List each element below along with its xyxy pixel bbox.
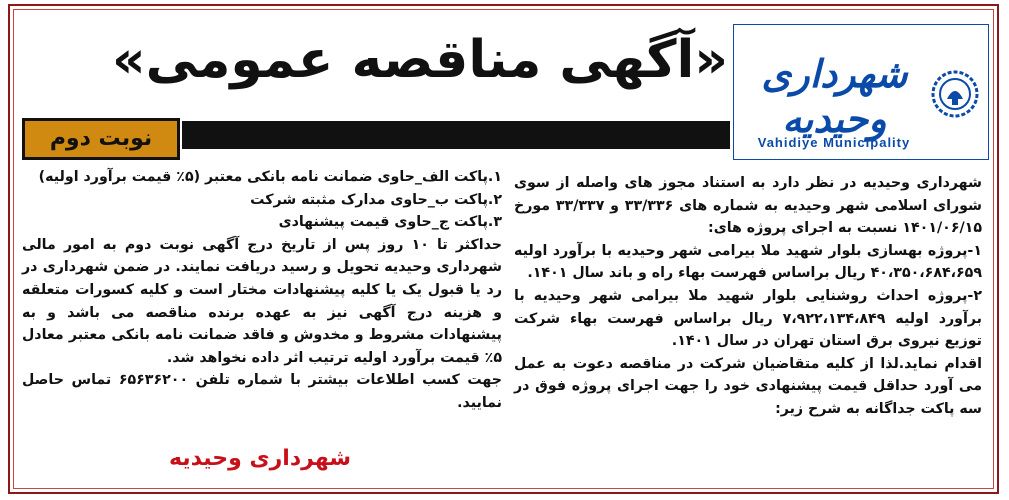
envelope-b-item: ۲.پاکت ب_حاوی مدارک مثبته شرکت — [250, 191, 502, 208]
intro-paragraph: شهرداری وحیدیه در نظر دارد به استناد مجوز های واصله از سوی شورای اسلامی شهر وحیدیه به شماره های ۳۳/۳۳۶ و ۳۳/۳۳۷ مورخ ۱۴۰۱/۰۶/۱۵ نسبت به اجرای پروژه های: — [514, 175, 982, 237]
body-right-column — [514, 172, 982, 421]
envelope-a-item: ۱.پاکت الف_حاوی ضمانت نامه بانکی معتبر (۵٪ قیمت برآورد اولیه) — [38, 169, 502, 185]
contact-paragraph: جهت کسب اطلاعات بیشتر با شماره تلفن ۶۵۶۳۶۲۰۰ تماس حاصل نمایید. — [22, 372, 502, 411]
project-1-paragraph: ۱-پروژه بهسازی بلوار شهید ملا بیرامی شهر وحیدیه با برآورد اولیه ۴۰،۳۵۰،۶۸۴،۶۵۹ ریال براساس فهرست بهاء راه و باند سال ۱۴۰۱. — [514, 242, 982, 282]
round-label-badge: نوبت دوم — [22, 118, 180, 160]
municipality-logo — [733, 24, 989, 160]
signature-text: شهرداری وحیدیه — [169, 446, 351, 471]
envelope-c-item: ۳.پاکت ج_حاوی قیمت پیشنهادی — [278, 214, 502, 231]
deadline-paragraph: حداکثر تا ۱۰ روز پس از تاریخ درج آگهی نوبت دوم به امور مالی شهرداری وحیدیه تحویل و رسید دریافت نمایند. در ضمن شهرداری در رد یا قبول یک یا کلیه پیشنهادات مختار است و کلیه کسورات متعلقه و هزینه درج آگهی نیز به عهده برنده مناقصه می باشد و به پیشنهادات مشروط و مخدوش و فاقد ضمانت نامه بانکی معتبر معادل ۵٪ قیمت برآورد اولیه ترتیب اثر داده نخواهد شد. — [22, 236, 503, 366]
body-left-column — [22, 166, 502, 415]
title-underline-bar — [182, 121, 730, 149]
notice-title: «آگهی مناقصه عمومی» — [112, 30, 728, 90]
project-2-paragraph: ۲-پروژه احداث روشنایی بلوار شهید ملا بیرامی شهر وحیدیه با برآورد اولیه ۷،۹۲۲،۱۳۴،۸۴۹ ریال براساس فهرست بهاء شرکت توزیع نیروی برق استان تهران در سال ۱۴۰۱. — [514, 287, 982, 350]
municipality-emblem-icon — [930, 69, 980, 119]
invitation-paragraph: اقدام نماید.لذا از کلیه متقاضیان شرکت در مناقصه دعوت به عمل می آورد حداقل قیمت پیشنهادی خود را جهت اجرای پروژه فوق در سه پاکت جداگانه به شرح زیر: — [514, 355, 982, 417]
logo-name-en: Vahidiye Municipality — [757, 135, 911, 150]
logo-name-fa: شهرداری وحیدیه — [761, 51, 908, 141]
